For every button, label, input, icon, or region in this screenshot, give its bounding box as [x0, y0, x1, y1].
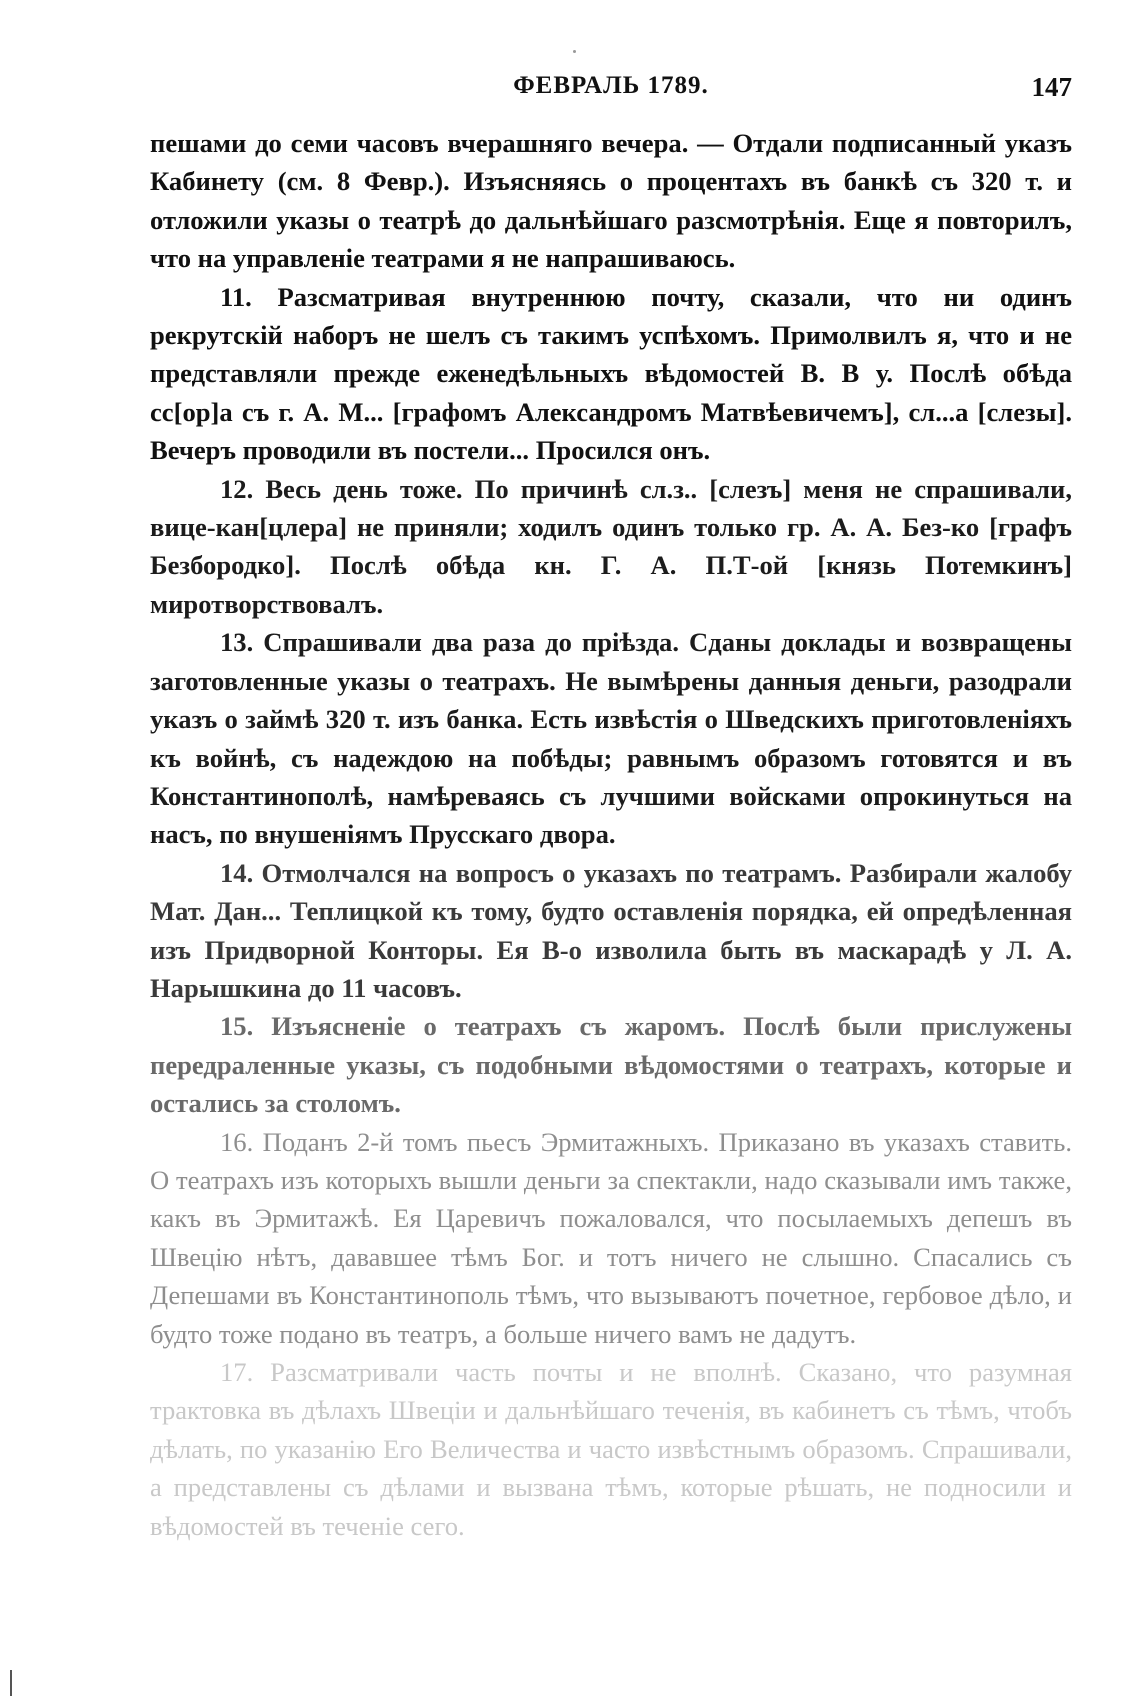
print-speck: [573, 50, 576, 53]
page-number: 147: [1031, 72, 1072, 102]
body-text: [150, 124, 1072, 1545]
paragraph-entry-13: 13. Спрашивали два раза до пріѣзда. Сданы доклады и возвращены заготовленные указы о театрахъ. Не вымѣрены данныя деньги, разодрали указъ о займѣ 320 т. изъ банка. Есть извѣстія о Шведскихъ приготовленіяхъ къ войнѣ, съ надеждою на побѣды; равнымъ образомъ готовятся и въ Константинополѣ, намѣреваясь съ лучшими войсками опрокинуться на насъ, по внушеніямъ Прусскаго двора.: [150, 627, 1072, 850]
paragraph-entry-17: 17. Разсматривали часть почты и не вполнѣ. Сказано, что разумная трактовка въ дѣлахъ Швеціи и дальнѣйшаго теченія, въ кабинетъ съ тѣмъ, чтобъ дѣлать, по указанію Его Величества и часто извѣстнымъ образомъ. Спрашивали, а представлены съ дѣлами и вызвана тѣмъ, которые рѣшать, не подносили и вѣдомостей въ теченіе сего.: [150, 1357, 1072, 1541]
paragraph-entry-16: 16. Поданъ 2-й томъ пьесъ Эрмитажныхъ. Приказано въ указахъ ставить. О театрахъ изъ которыхъ вышли деньги за спектакли, надо сказывали имъ также, какъ въ Эрмитажѣ. Ея Царевичъ пожаловался, что посылаемыхъ депешъ въ Швецію нѣтъ, дававшее тѣмъ Бог. и тотъ ничего не слышно. Спасались съ Депешами въ Константинополь тѣмъ, что вызываютъ почетное, гербовое дѣло, и будто тоже подано въ театръ, а больше ничего вамъ не дадутъ.: [150, 1126, 1072, 1349]
paragraph-entry-14: 14. Отмолчался на вопросъ о указахъ по театрамъ. Разбирали жалобу Мат. Дан... Теплицкой къ тому, будто оставленія порядка, ей опредѣленная изъ Придворной Конторы. Ея В-о изволила быть въ маскарадѣ у Л. А. Нарышкина до 11 часовъ.: [150, 857, 1072, 1003]
paragraph-entry-12: 12. Весь день тоже. По причинѣ сл.з.. [слезъ] меня не спрашивали, вице-кан[цлера] не приняли; ходилъ одинъ только гр. А. А. Без-ко [графъ Безбородко]. Послѣ обѣда кн. Г. А. П.Т-ой [князь Потемкинъ] миротворствовалъ.: [150, 473, 1072, 619]
paragraph-entry-11: 11. Разсматривая внутреннюю почту, сказали, что ни одинъ рекрутскій наборъ не шелъ съ такимъ успѣхомъ. Примолвилъ я, что и не представляли прежде еженедѣльныхъ вѣдомостей В. В у. Послѣ обѣда сс[ор]а съ г. А. М... [графомъ Александромъ Матвѣевичемъ], сл...а [слезы]. Вечеръ проводили въ постели... Просился онъ.: [150, 281, 1072, 466]
scan-edge-mark: [10, 1670, 12, 1696]
page-header: [150, 72, 1072, 112]
paragraph-continuation: пешами до семи часовъ вчерашняго вечера. — Отдали подписанный указъ Кабинету (см. 8 Февр.). Изъясняясь о процентахъ въ банкѣ съ 320 т. и отложили указы о театрѣ до дальнѣйшаго разсмотрѣнія. Еще я повторилъ, что на управленіе театрами я не напрашиваюсь.: [150, 128, 1072, 274]
running-head: ФЕВРАЛЬ 1789.: [513, 72, 709, 99]
paragraph-entry-15: 15. Изъясненіе о театрахъ съ жаромъ. Послѣ были прислужены передраленные указы, съ подобными вѣдомостями о театрахъ, которые и остались за столомъ.: [150, 1011, 1072, 1119]
